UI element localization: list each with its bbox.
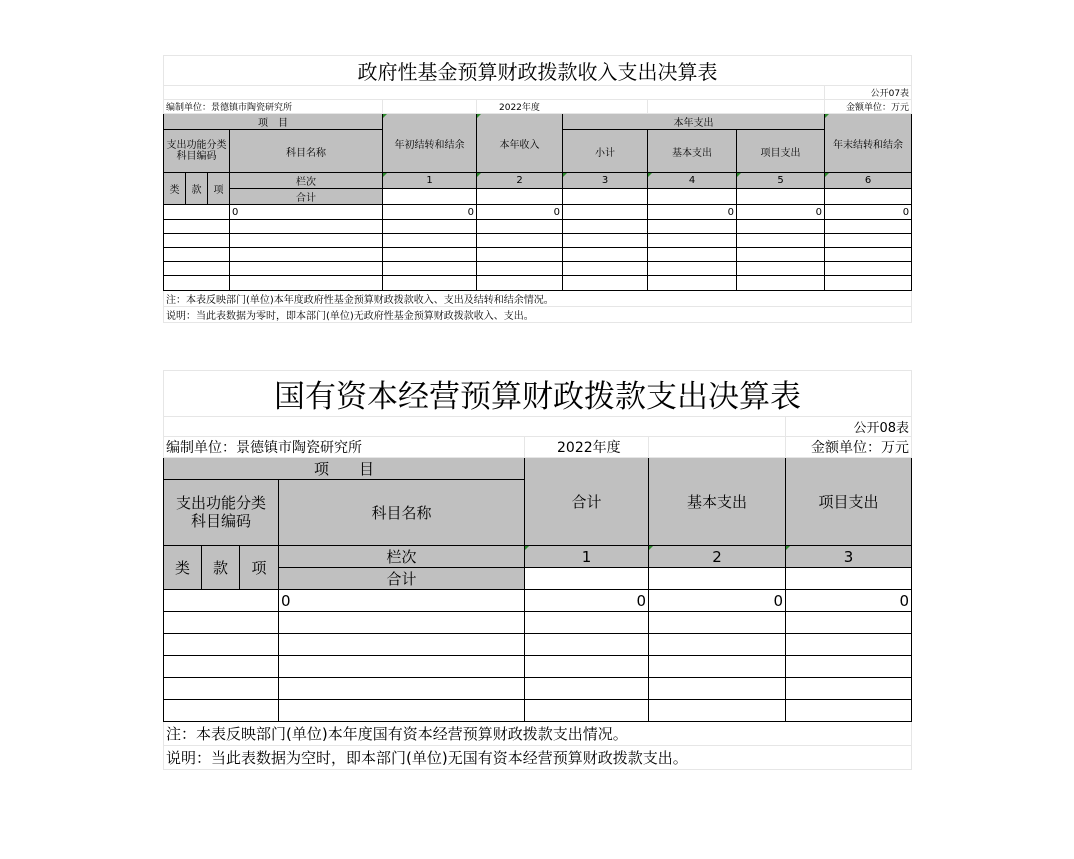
table1-note: 注：本表反映部门(单位)本年度政府性基金预算财政拨款收入、支出及结转和结余情况。 <box>164 291 912 307</box>
table2-cell-value: 0 <box>525 590 649 612</box>
table-row <box>164 634 912 656</box>
table1-item-header: 项 目 <box>164 114 383 130</box>
government-fund-table-grid <box>163 55 912 323</box>
table2-col-project-expense: 项目支出 <box>786 458 912 546</box>
table1-col-number: 2 <box>477 173 563 189</box>
table-row <box>164 205 912 220</box>
table-row <box>164 248 912 262</box>
table-row <box>164 678 912 700</box>
table-row <box>164 220 912 234</box>
table1-col-expense-group: 本年支出 <box>563 114 825 130</box>
table-row <box>164 276 912 291</box>
table1-title: 政府性基金预算财政拨款收入支出决算表 <box>164 56 912 86</box>
table1-name-header: 科目名称 <box>230 130 383 173</box>
table2-item-header: 项 目 <box>164 458 525 480</box>
table1-cell-code <box>164 205 230 220</box>
table1-description: 说明：当此表数据为零时，即本部门(单位)无政府性基金预算财政拨款收入、支出。 <box>164 307 912 323</box>
table-row <box>164 656 912 678</box>
table2-title: 国有资本经营预算财政拨款支出决算表 <box>164 371 912 417</box>
table2-cell-code <box>164 590 279 612</box>
table1-cell-name: 0 <box>230 205 383 220</box>
table1-col-number: 5 <box>737 173 825 189</box>
table1-col-basic-expense: 基本支出 <box>648 130 737 173</box>
table1-cell-value: 0 <box>648 205 737 220</box>
table1-year: 2022年度 <box>477 100 648 114</box>
table1-xiang-label: 项 <box>208 173 230 205</box>
table1-lei-label: 类 <box>164 173 186 205</box>
government-fund-budget-table <box>163 55 911 323</box>
table2-cell-name: 0 <box>279 590 525 612</box>
table2-note: 注：本表反映部门(单位)本年度国有资本经营预算财政拨款支出情况。 <box>164 722 912 746</box>
table1-form-number: 公开07表 <box>825 86 912 100</box>
table1-amount-unit: 金额单位：万元 <box>825 100 912 114</box>
table-row <box>164 700 912 722</box>
table1-col-subtotal: 小计 <box>563 130 648 173</box>
table2-cell-value: 0 <box>649 590 786 612</box>
table2-col-total: 合计 <box>525 458 649 546</box>
table1-kuan-label: 款 <box>186 173 208 205</box>
table-row <box>164 590 912 612</box>
table1-cell-value: 0 <box>737 205 825 220</box>
table1-cell-value: 0 <box>477 205 563 220</box>
table2-lei-label: 类 <box>164 546 202 590</box>
table-row <box>164 612 912 634</box>
table2-col-number: 3 <box>786 546 912 568</box>
table2-xiang-label: 项 <box>240 546 279 590</box>
table1-col-number: 6 <box>825 173 912 189</box>
table2-kuan-label: 款 <box>202 546 240 590</box>
table1-lanci-label: 栏次 <box>230 173 383 189</box>
table1-col-income: 本年收入 <box>477 114 563 173</box>
table2-name-header: 科目名称 <box>279 480 525 546</box>
table1-col-number: 3 <box>563 173 648 189</box>
table2-compiling-unit: 编制单位：景德镇市陶瓷研究所 <box>164 437 525 458</box>
table2-code-header: 支出功能分类科目编码 <box>164 480 279 546</box>
state-capital-budget-table <box>163 370 911 770</box>
table-row <box>164 234 912 248</box>
state-capital-table-grid <box>163 370 912 770</box>
table1-compiling-unit: 编制单位：景德镇市陶瓷研究所 <box>164 100 383 114</box>
table2-form-number: 公开08表 <box>786 417 912 437</box>
table2-lanci-label: 栏次 <box>279 546 525 568</box>
table1-code-header: 支出功能分类科目编码 <box>164 130 230 173</box>
table2-col-number: 2 <box>649 546 786 568</box>
table1-col-project-expense: 项目支出 <box>737 130 825 173</box>
table1-col-closing-balance: 年末结转和结余 <box>825 114 912 173</box>
table1-col-opening-balance: 年初结转和结余 <box>383 114 477 173</box>
table-row <box>164 262 912 276</box>
table1-cell-value: 0 <box>383 205 477 220</box>
table1-cell-value: 0 <box>825 205 912 220</box>
table2-total-label: 合计 <box>279 568 525 590</box>
table2-col-number: 1 <box>525 546 649 568</box>
table2-cell-value: 0 <box>786 590 912 612</box>
table2-amount-unit: 金额单位：万元 <box>786 437 912 458</box>
table1-total-label: 合计 <box>230 189 383 205</box>
table2-col-basic-expense: 基本支出 <box>649 458 786 546</box>
table2-year: 2022年度 <box>525 437 649 458</box>
table1-col-number: 1 <box>383 173 477 189</box>
table2-description: 说明：当此表数据为空时，即本部门(单位)无国有资本经营预算财政拨款支出。 <box>164 746 912 770</box>
table1-cell-value <box>563 205 648 220</box>
table1-col-number: 4 <box>648 173 737 189</box>
